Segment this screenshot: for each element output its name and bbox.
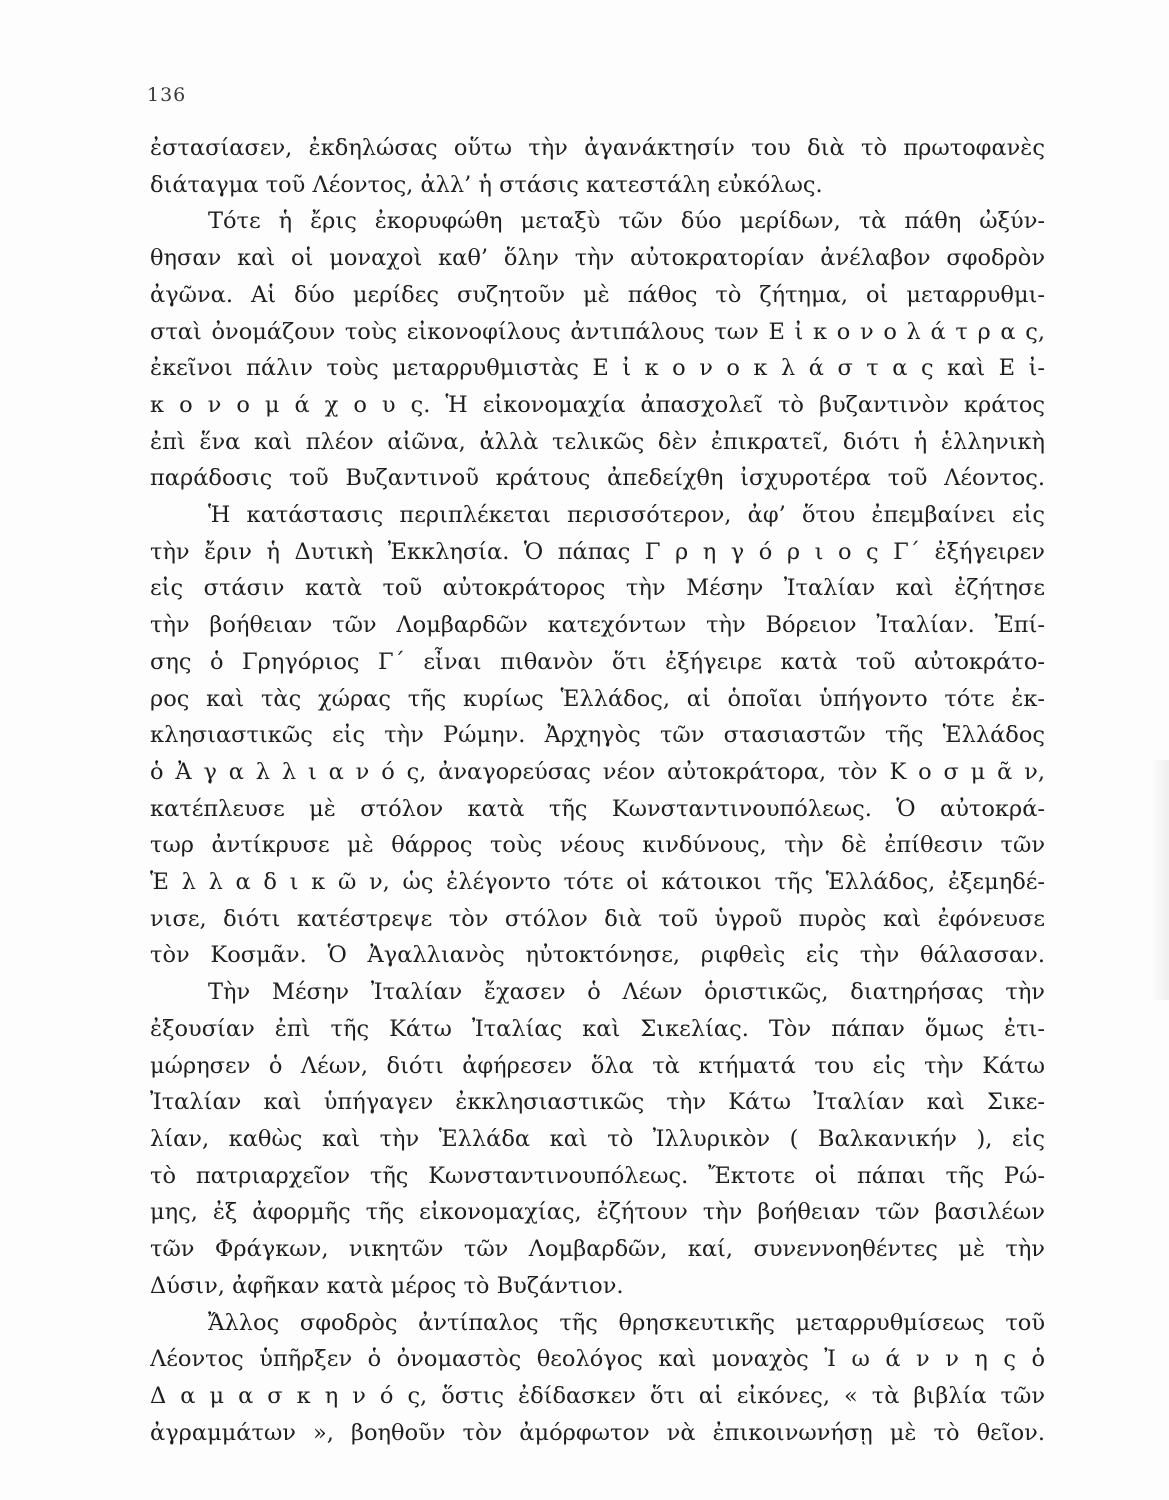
text-line: ἐξουσίαν ἐπὶ τῆς Κάτω Ἰταλίας καὶ Σικελίας. Τὸν πάπαν ὅμως ἐτι- [150,1015,1045,1042]
text-line: ἐστασίασεν, ἐκδηλώσας οὕτω τὴν ἀγανάκτησίν του διὰ τὸ πρωτοφανὲς [150,135,1045,161]
text-line: τωρ ἀντίκρυσε μὲ θάρρος τοὺς νέους κινδύνους, τὴν δὲ ἐπίθεσιν τῶν [150,832,1045,859]
text-line: μης, ἐξ ἀφορμῆς τῆς εἰκονομαχίας, ἐζήτουν τὴν βοήθειαν τῶν βασιλέων [150,1199,1045,1226]
text-line: μώρησεν ὁ Λέων, διότι ἀφήρεσεν ὅλα τὰ κτήματά του εἰς τὴν Κάτω [150,1052,1045,1079]
text-line: Ἑ λ λ α δ ι κ ῶ ν, ὡς ἐλέγοντο τότε οἱ κάτοικοι τῆς Ἑλλάδος, ἐξεμηδέ- [150,869,1045,896]
text-line: εἰς στάσιν κατὰ τοῦ αὐτοκράτορος τὴν Μέσην Ἰταλίαν καὶ ἐζήτησε [150,575,1045,602]
text-line: τὸν Κοσμᾶν. Ὁ Ἀγαλλιανὸς ηὐτοκτόνησε, ριφθεὶς εἰς τὴν θάλασσαν. [150,942,1045,969]
text-line: ἐκεῖνοι πάλιν τοὺς μεταρρυθμιστὰς Ε ἰ κ ο ν ο κ λ ά σ τ α ς καὶ Ε ἰ- [150,355,1045,382]
text-line: ἐπὶ ἕνα καὶ πλέον αἰῶνα, ἀλλὰ τελικῶς δὲν ἐπικρατεῖ, διότι ἡ ἑλληνικὴ [150,428,1045,455]
text-line: ρος καὶ τὰς χώρας τῆς κυρίως Ἑλλάδος, αἱ ὁποῖαι ὑπήγοντο τότε ἐκ- [150,685,1045,712]
text-line: σταὶ ὀνομάζουν τοὺς εἰκονοφίλους ἀντιπάλους των Ε ἰ κ ο ν ο λ ά τ ρ α ς, [150,318,1045,345]
text-line: κ ο ν ο μ ά χ ο υ ς. Ἡ εἰκονομαχία ἀπασχολεῖ τὸ βυζαντινὸν κράτος [150,391,1045,418]
text-line: ἀγραμμάτων », βοηθοῦν τὸν ἀμόρφωτον νὰ ἐπικοινωνήσῃ μὲ τὸ θεῖον. [150,1419,1045,1446]
body-text [150,130,1045,1451]
text-line: Ἰταλίαν καὶ ὑπήγαγεν ἐκκλησιαστικῶς τὴν Κάτω Ἰταλίαν καὶ Σικε- [150,1089,1045,1116]
text-line: σης ὁ Γρηγόριος Γ΄ εἶναι πιθανὸν ὅτι ἐξήγειρε κατὰ τοῦ αὐτοκράτο- [150,648,1045,675]
text-line: Ἡ κατάστασις περιπλέκεται περισσότερον, ἀφ’ ὅτου ἐπεμβαίνει εἰς [208,502,1045,529]
text-line: τῶν Φράγκων, νικητῶν τῶν Λομβαρδῶν, καί, συνεννοηθέντες μὲ τὴν [150,1236,1045,1263]
text-line: παράδοσις τοῦ Βυζαντινοῦ κράτους ἀπεδείχθη ἰσχυροτέρα τοῦ Λέοντος. [150,465,1045,492]
text-line: τὴν ἔριν ἡ Δυτικὴ Ἐκκλησία. Ὁ πάπας Γ ρ η γ ό ρ ι ο ς Γ΄ ἐξήγειρεν [150,538,1045,565]
text-line: ὁ Ἀ γ α λ λ ι α ν ό ς, ἀναγορεύσας νέον αὐτοκράτορα, τὸν Κ ο σ μ ᾶ ν, [150,758,1045,785]
text-line: Τότε ἡ ἔρις ἐκορυφώθη μεταξὺ τῶν δύο μερίδων, τὰ πάθη ὠξύν- [208,208,1045,235]
page-number: 136 [147,84,187,106]
text-line: νισε, διότι κατέστρεψε τὸν στόλον διὰ τοῦ ὑγροῦ πυρὸς καὶ ἐφόνευσε [150,905,1045,932]
text-line: θησαν καὶ οἱ μοναχοὶ καθ’ ὅλην τὴν αὐτοκρατορίαν ἀνέλαβον σφοδρὸν [150,245,1045,272]
text-line: Τὴν Μέσην Ἰταλίαν ἔχασεν ὁ Λέων ὁριστικῶς, διατηρήσας τὴν [208,979,1045,1006]
text-line: τὸ πατριαρχεῖον τῆς Κωνσταντινουπόλεως. Ἔκτοτε οἱ πάπαι τῆς Ρώ- [150,1162,1045,1189]
page-edge-shadow [1151,760,1169,1000]
text-line: Ἄλλος σφοδρὸς ἀντίπαλος τῆς θρησκευτικῆς μεταρρυθμίσεως τοῦ [208,1309,1045,1336]
text-line: κλησιαστικῶς εἰς τὴν Ρώμην. Ἀρχηγὸς τῶν στασιαστῶν τῆς Ἑλλάδος [150,722,1045,749]
text-line: Λέοντος ὑπῆρξεν ὁ ὀνομαστὸς θεολόγος καὶ μοναχὸς Ἰ ω ά ν ν η ς ὁ [150,1346,1045,1373]
text-line: Δ α μ α σ κ η ν ό ς, ὅστις ἐδίδασκεν ὅτι αἱ εἰκόνες, « τὰ βιβλία τῶν [150,1382,1045,1409]
text-line: λίαν, καθὼς καὶ τὴν Ἑλλάδα καὶ τὸ Ἰλλυρικὸν ( Βαλκανικήν ), εἰς [150,1125,1045,1152]
text-line: Δύσιν, ἀφῆκαν κατὰ μέρος τὸ Βυζάντιον. [150,1272,624,1299]
text-line: ἀγῶνα. Αἱ δύο μερίδες συζητοῦν μὲ πάθος τὸ ζήτημα, οἱ μεταρρυθμι- [150,281,1045,308]
text-line: κατέπλευσε μὲ στόλον κατὰ τῆς Κωνσταντινουπόλεως. Ὁ αὐτοκρά- [150,795,1045,822]
text-line: τὴν βοήθειαν τῶν Λομβαρδῶν κατεχόντων τὴν Βόρειον Ἰταλίαν. Ἐπί- [150,612,1045,639]
text-line: διάταγμα τοῦ Λέοντος, ἀλλ’ ἡ στάσις κατεστάλη εὐκόλως. [150,171,823,198]
